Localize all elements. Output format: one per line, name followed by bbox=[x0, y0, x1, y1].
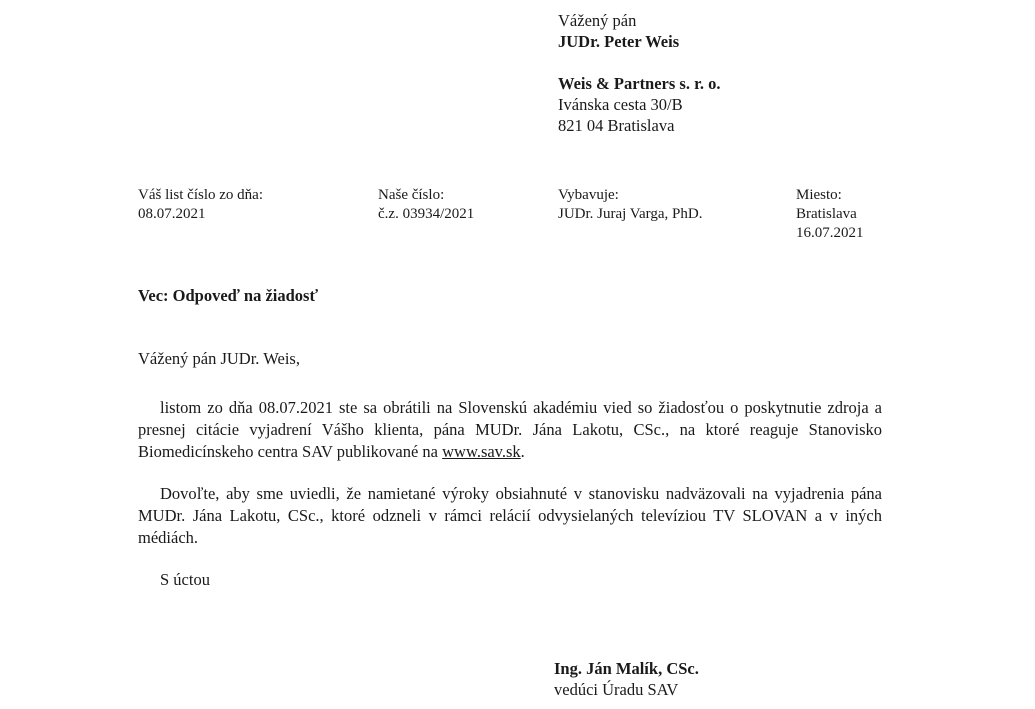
paragraph-1-text: listom zo dňa 08.07.2021 ste sa obrátili na Slovenskú akadémiu vied so žiadosťou o poskytnutie zdroja a presnej citácie vyjadrení Vášho klienta, pána MUDr. Jána Lakotu, CSc., na ktoré reaguje Stanovisko Biomedicínskeho centra SAV publikované na bbox=[138, 398, 882, 461]
sav-link[interactable]: www.sav.sk bbox=[442, 442, 521, 461]
recipient-city: 821 04 Bratislava bbox=[558, 116, 675, 135]
date-value: 16.07.2021 bbox=[796, 225, 864, 241]
ref-your-letter bbox=[138, 186, 263, 224]
closing: S úctou bbox=[160, 570, 210, 589]
ref-place bbox=[796, 186, 864, 243]
our-number-value: č.z. 03934/2021 bbox=[378, 206, 475, 222]
ref-handled-by bbox=[558, 186, 702, 224]
recipient-name: JUDr. Peter Weis bbox=[558, 32, 680, 51]
paragraph-1-end: . bbox=[520, 442, 525, 461]
place-label: Miesto: bbox=[796, 187, 842, 203]
recipient-address bbox=[558, 10, 721, 136]
handled-by-value: JUDr. Juraj Varga, PhD. bbox=[558, 206, 703, 222]
signature-block bbox=[554, 658, 699, 700]
recipient-company: Weis & Partners s. r. o. bbox=[558, 74, 721, 93]
signatory-name: Ing. Ján Malík, CSc. bbox=[554, 659, 699, 678]
subject-line: Vec: Odpoveď na žiadosť bbox=[138, 286, 319, 305]
your-letter-label: Váš list číslo zo dňa: bbox=[138, 187, 263, 203]
our-number-label: Naše číslo: bbox=[378, 187, 445, 203]
recipient-salutation: Vážený pán bbox=[558, 11, 637, 30]
your-letter-value: 08.07.2021 bbox=[138, 206, 206, 222]
ref-our-number bbox=[378, 186, 474, 224]
body-paragraph-1 bbox=[138, 397, 882, 463]
address-spacer bbox=[558, 52, 721, 73]
recipient-street: Ivánska cesta 30/B bbox=[558, 95, 683, 114]
handled-by-label: Vybavuje: bbox=[558, 187, 619, 203]
paragraph-2-text: Dovoľte, aby sme uviedli, že namietané výroky obsiahnuté v stanovisku nadväzovali na vyjadrenia pána MUDr. Jána Lakotu, CSc., ktoré odzneli v rámci relácií odvysielaných televíziou TV SLOVAN a v iných médiách. bbox=[138, 484, 882, 547]
place-value: Bratislava bbox=[796, 206, 857, 222]
body-paragraph-2 bbox=[138, 483, 882, 549]
signatory-title: vedúci Úradu SAV bbox=[554, 680, 679, 699]
greeting: Vážený pán JUDr. Weis, bbox=[138, 349, 300, 368]
